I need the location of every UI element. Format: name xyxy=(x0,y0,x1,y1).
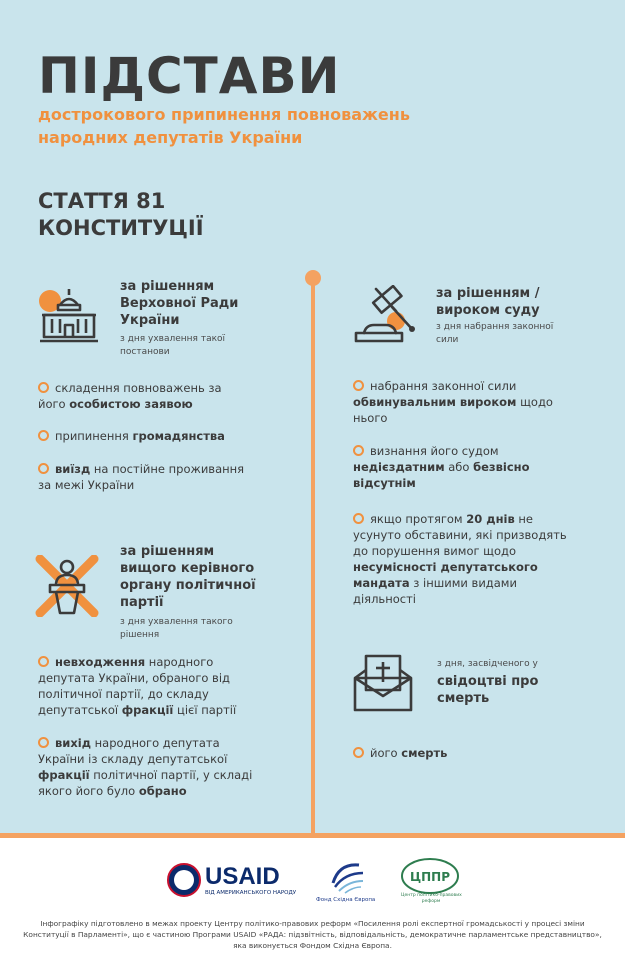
list-item: визнання його судом недієздатним або безвісно відсутнім xyxy=(353,444,530,490)
list-item: вихід народного депутата України із складу депутатської фракції політичної партії, у складі якого його було обрано xyxy=(38,736,253,798)
subtitle-line: дострокового припинення повноважень xyxy=(38,105,410,124)
section-title-rada xyxy=(120,278,238,329)
cppr-name-line: реформ xyxy=(421,899,441,904)
title-line: вищого керівного xyxy=(120,561,255,576)
list-item: невходження народного депутата України, обраного від політичної партії, до складу депутатської фракції цієї партії xyxy=(38,655,237,717)
section-note-court xyxy=(436,321,553,347)
title-line: України xyxy=(120,313,180,328)
title-line: смерть xyxy=(437,691,490,706)
bullet-icon xyxy=(38,382,49,393)
title-line: Верховної Ради xyxy=(120,296,239,311)
list-item: якщо протягом 20 днів не усунуто обставини, які призводять до порушення вимог щодо несумісності депутатського мандата з іншими видами діяльності xyxy=(353,512,567,606)
list-item: складення повноважень за його особистою заявою xyxy=(38,381,222,411)
usaid-tagline: ВІД АМЕРИКАНСЬКОГО НАРОДУ xyxy=(205,890,297,896)
title-line: вироком суду xyxy=(436,303,540,318)
note-line: з дня ухвалення такого xyxy=(120,617,233,627)
article-line: СТАТТЯ 81 xyxy=(38,189,166,213)
bullet-icon xyxy=(353,445,364,456)
bullet-icon xyxy=(353,380,364,391)
center-divider xyxy=(311,277,315,835)
bullet-icon xyxy=(38,656,49,667)
fund-eastern-europe-name: Фонд Східна Європа xyxy=(316,897,376,903)
section-title-death xyxy=(437,673,538,707)
bullet-icon xyxy=(353,513,364,524)
credits-line: Інфографіку підготовлено в межах проекту Центру політико-правових реформ «Посилення ролі експертної громадськості у процесі зміни xyxy=(40,919,585,928)
bullet-icon xyxy=(38,430,49,441)
note-line: постанови xyxy=(120,347,170,357)
list-item: виїзд на постійне проживання за межі України xyxy=(38,462,245,492)
article-line: КОНСТИТУЦІЇ xyxy=(38,216,204,240)
list-item: набрання законної сили обвинувальним вироком щодо нього xyxy=(353,379,553,425)
note-line: з дня набрання законної xyxy=(436,322,554,332)
credits-line: Конституції в Парламенті», що є частиною Програми USAID «РАДА: підзвітність, відповідальність, демократичне парламентське представництво», xyxy=(23,930,602,939)
title-line: партії xyxy=(120,595,164,610)
section-note-rada xyxy=(120,333,225,359)
title-line: за рішенням xyxy=(120,544,215,559)
bullet-icon xyxy=(38,737,49,748)
list-item: припинення громадянства xyxy=(38,428,225,444)
section-note-party xyxy=(120,616,233,642)
section-title-party xyxy=(120,543,256,611)
cppr-name-line: Центр політико-правових xyxy=(401,893,462,898)
crossed-out-speaker-icon xyxy=(34,555,100,617)
article-heading xyxy=(38,188,204,242)
title-line: за рішенням / xyxy=(436,286,540,301)
subtitle-line: народних депутатів України xyxy=(38,128,303,147)
parliament-building-icon xyxy=(38,285,100,347)
list-item: його смерть xyxy=(353,745,447,761)
fund-eastern-europe-logo-icon xyxy=(325,855,369,899)
page-title: ПІДСТАВИ xyxy=(38,47,341,105)
note-line: з дня ухвалення такої xyxy=(120,334,226,344)
gavel-icon xyxy=(352,285,422,347)
section-note-death xyxy=(437,658,538,671)
usaid-seal-icon xyxy=(167,863,201,897)
note-line: з дня, засвідченого у xyxy=(437,659,538,669)
cppr-name xyxy=(401,893,461,905)
bullet-icon xyxy=(353,747,364,758)
divider-dot xyxy=(305,270,321,286)
death-certificate-envelope-icon xyxy=(352,652,414,714)
title-line: органу політичної xyxy=(120,578,256,593)
usaid-logo-text: USAID xyxy=(205,863,280,890)
title-line: свідоцтві про xyxy=(437,674,539,689)
credits-line: яка виконується Фондом Східна Європа. xyxy=(233,941,392,950)
title-line: за рішенням xyxy=(120,279,215,294)
bullet-icon xyxy=(38,463,49,474)
partner-logos xyxy=(0,855,625,905)
cppr-logo-icon xyxy=(400,857,460,895)
page-subtitle xyxy=(38,103,598,149)
cppr-abbr: ЦППР xyxy=(409,870,451,884)
section-title-court xyxy=(436,285,540,319)
note-line: рішення xyxy=(120,630,160,640)
credits-text xyxy=(0,918,625,951)
note-line: сили xyxy=(436,335,459,345)
